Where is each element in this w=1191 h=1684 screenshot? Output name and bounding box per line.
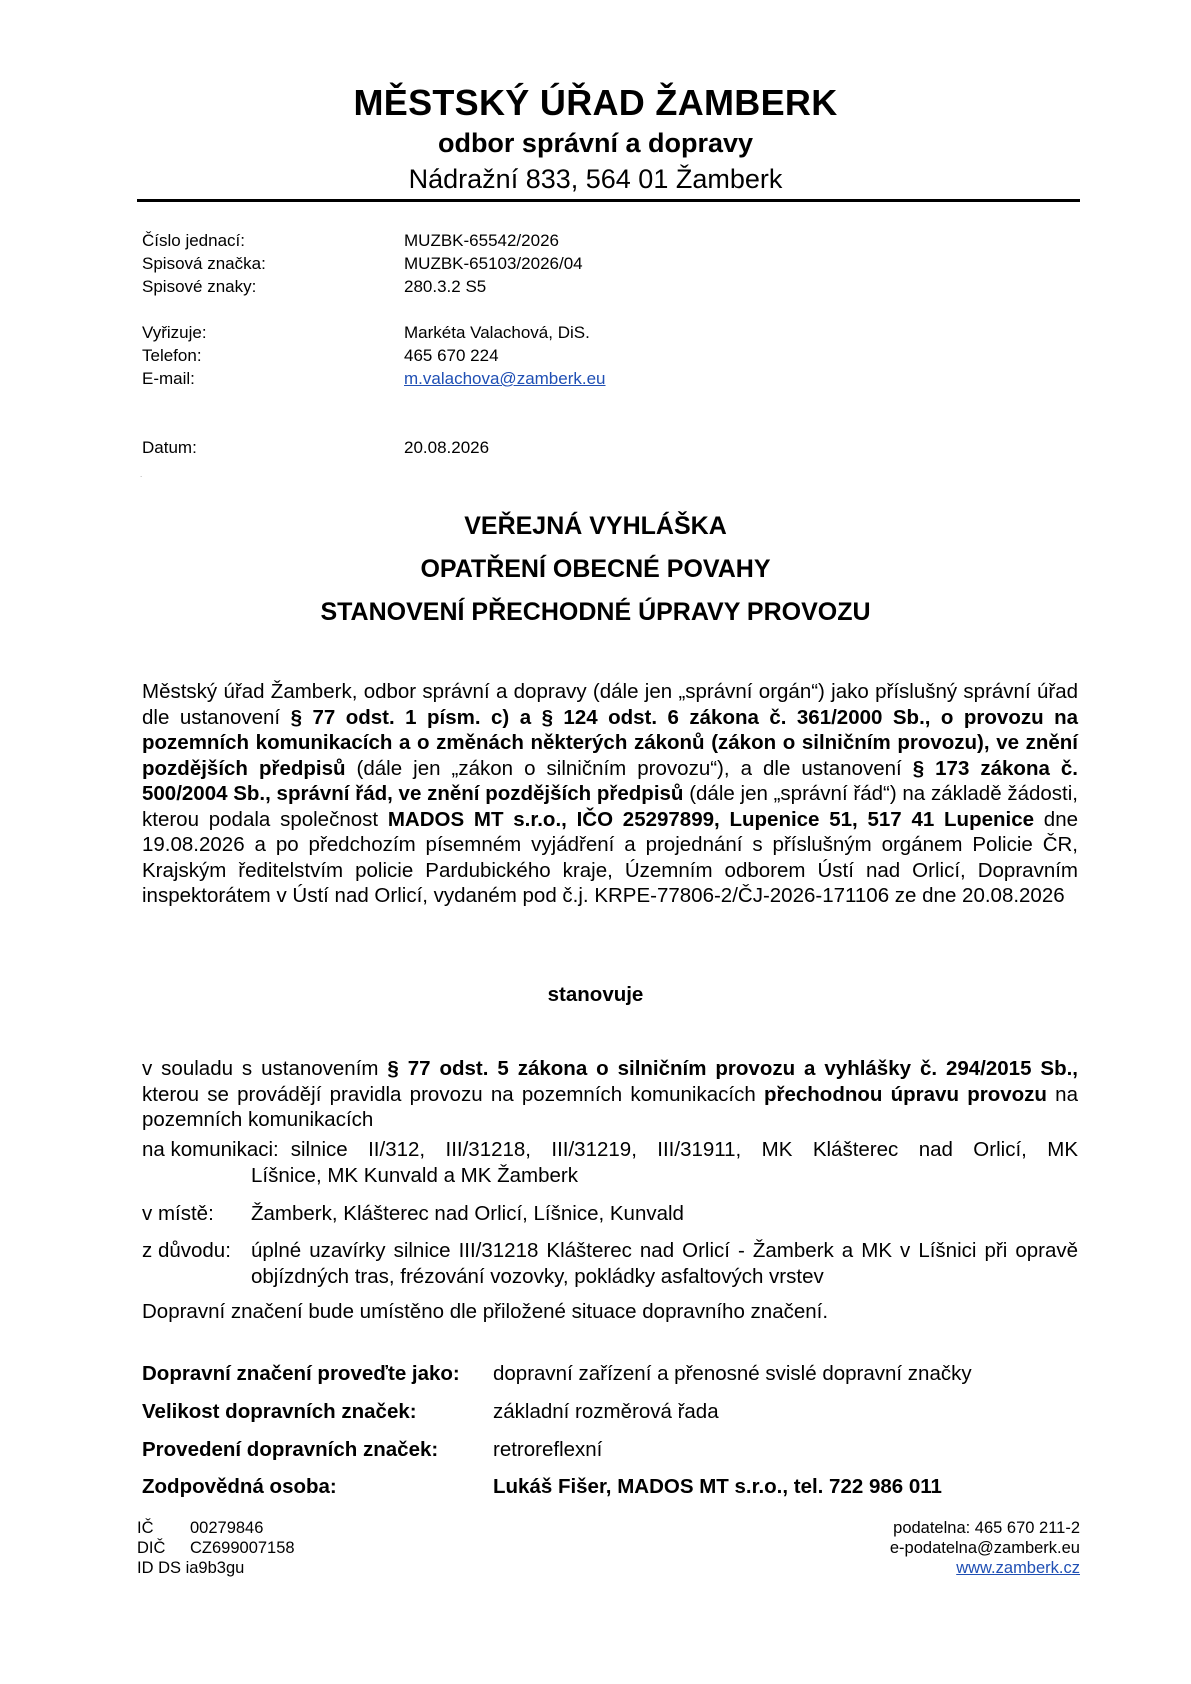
spec-label: Provedení dopravních značek:: [142, 1438, 439, 1461]
telefon-value: 465 670 224: [404, 346, 499, 365]
reference-block: [142, 229, 583, 298]
spisova-znacka-value: MUZBK-65103/2026/04: [404, 254, 583, 273]
intro-text-4: dne 19.08.2026 a po předchozím písemném vyjádření a projednání s příslušným orgánem Policie ČR, Krajským ředitelstvím policie Pardubického kraje, Územním odborem Ústí nad Orlicí, Dopravním inspektorátem v Ústí nad Orlicí, vydaném pod č.j. KRPE-77806-2/ČJ-2026-171106 ze dne 20.08.2026: [142, 807, 1078, 907]
souladu-text-1: v souladu s ustanovením: [142, 1057, 388, 1080]
spisove-znaky-value: 280.3.2 S5: [404, 277, 487, 296]
misto-label: v místě:: [142, 1202, 214, 1225]
spec-value: základní rozměrová řada: [493, 1400, 719, 1423]
vyrizuje-label: Vyřizuje:: [142, 323, 207, 342]
spec-value: dopravní zařízení a přenosné svislé dopravní značky: [493, 1362, 972, 1385]
souladu-text-3: na pozemních komunikacích: [142, 1082, 1078, 1131]
item-misto: [142, 1201, 1078, 1227]
komunikace-line-1: silnice II/312, III/31218, III/31219, III/31911, MK Klášterec nad Orlicí, MK: [290, 1138, 1078, 1161]
dic-label: DIČ: [137, 1539, 166, 1557]
souladu-bold-1: § 77 odst. 5 zákona o silničním provozu a vyhlášky č. 294/2015 Sb.,: [387, 1057, 1078, 1080]
datum-value: 20.08.2026: [404, 438, 490, 457]
datova-schranka: ID DS ia9b3gu: [137, 1559, 245, 1577]
spisova-znacka-label: Spisová značka:: [142, 254, 266, 273]
komunikace-line-2: Líšnice, MK Kunvald a MK Žamberk: [251, 1163, 578, 1187]
footer-identifiers: [137, 1518, 295, 1578]
stanovuje-heading: stanovuje: [547, 983, 644, 1006]
stray-mark: .: [140, 470, 143, 479]
vyrizuje-value: Markéta Valachová, DiS.: [404, 323, 590, 342]
intro-paragraph: [142, 679, 1078, 909]
spisove-znaky-label: Spisové znaky:: [142, 277, 257, 296]
souladu-text-2: kterou se provádějí pravidla provozu na pozemních komunikacích: [142, 1082, 764, 1106]
duvod-label: z důvodu:: [142, 1239, 231, 1262]
podatelna-phone: podatelna: 465 670 211-2: [893, 1519, 1080, 1537]
header-divider: [137, 199, 1080, 202]
cislo-jednaci-value: MUZBK-65542/2026: [404, 231, 559, 250]
cislo-jednaci-label: Číslo jednací:: [142, 231, 245, 250]
intro-text-1: Městský úřad Žamberk, odbor správní a dopravy (dále jen „správní orgán“) jako příslušný správní úřad dle ustanovení: [142, 680, 1078, 729]
heading-verejna-vyhlaska: VEŘEJNÁ VYHLÁŠKA: [464, 512, 727, 540]
komunikace-label: na komunikaci:: [142, 1138, 279, 1161]
intro-bold-3: MADOS MT s.r.o., IČO 25297899, Lupenice 51, 517 41 Lupenice: [387, 807, 1035, 831]
spec-value: retroreflexní: [493, 1438, 603, 1461]
intro-text-2: (dále jen „zákon o silničním provozu“), a dle ustanovení: [345, 756, 913, 780]
ic-label: IČ: [137, 1519, 154, 1537]
intro-text-3: (dále jen „správní řád“) na základě žádosti, kterou podala společnost: [142, 782, 1078, 831]
spec-value: Lukáš Fišer, MADOS MT s.r.o., tel. 722 986 011: [493, 1475, 942, 1498]
date-block: [142, 436, 489, 459]
telefon-label: Telefon:: [142, 346, 202, 365]
duvod-value: úplné uzavírky silnice III/31218 Klášterec nad Orlicí - Žamberk a MK v Líšnici při opravě objízdných tras, frézování vozovky, pokládky asfaltových vrstev: [251, 1239, 1078, 1288]
intro-bold-1: § 77 odst. 1 písm. c) a § 124 odst. 6 zákona č. 361/2000 Sb., o provozu na pozemních komunikacích a o změnách některých zákonů (zákon o silničním provozu), ve znění pozdějších předpisů: [142, 705, 1079, 780]
epodatelna-email: e-podatelna@zamberk.eu: [889, 1539, 1080, 1557]
contact-block: [142, 321, 606, 390]
office-title: MĚSTSKÝ ÚŘAD ŽAMBERK: [353, 82, 838, 123]
website-link[interactable]: www.zamberk.cz: [956, 1559, 1080, 1577]
department-name: odbor správní a dopravy: [437, 128, 754, 158]
placement-note: Dopravní značení bude umístěno dle přiložené situace dopravního značení.: [142, 1300, 829, 1323]
item-duvod: [142, 1238, 1078, 1289]
dic-value: CZ699007158: [190, 1539, 295, 1557]
heading-opatreni: OPATŘENÍ OBECNÉ POVAHY: [420, 555, 771, 583]
item-komunikace: [142, 1137, 1078, 1188]
heading-stanoveni: STANOVENÍ PŘECHODNÉ ÚPRAVY PROVOZU: [320, 598, 871, 626]
intro-bold-2: § 173 zákona č. 500/2004 Sb., správní řád, ve znění pozdějších předpisů: [142, 756, 1078, 805]
office-address: Nádražní 833, 564 01 Žamberk: [408, 164, 783, 194]
datum-label: Datum:: [142, 438, 197, 457]
ic-value: 00279846: [190, 1519, 264, 1537]
misto-value: Žamberk, Klášterec nad Orlicí, Líšnice, Kunvald: [251, 1202, 684, 1225]
spec-label: Velikost dopravních značek:: [142, 1400, 417, 1423]
spec-label: Zodpovědná osoba:: [142, 1475, 337, 1498]
souladu-bold-2: přechodnou úpravu provozu: [763, 1082, 1047, 1106]
spec-label: Dopravní značení proveďte jako:: [142, 1362, 460, 1385]
email-label: E-mail:: [142, 369, 195, 388]
footer-contacts: [890, 1518, 1080, 1578]
email-link[interactable]: m.valachova@zamberk.eu: [404, 369, 606, 388]
souladu-paragraph: [142, 1056, 1078, 1133]
